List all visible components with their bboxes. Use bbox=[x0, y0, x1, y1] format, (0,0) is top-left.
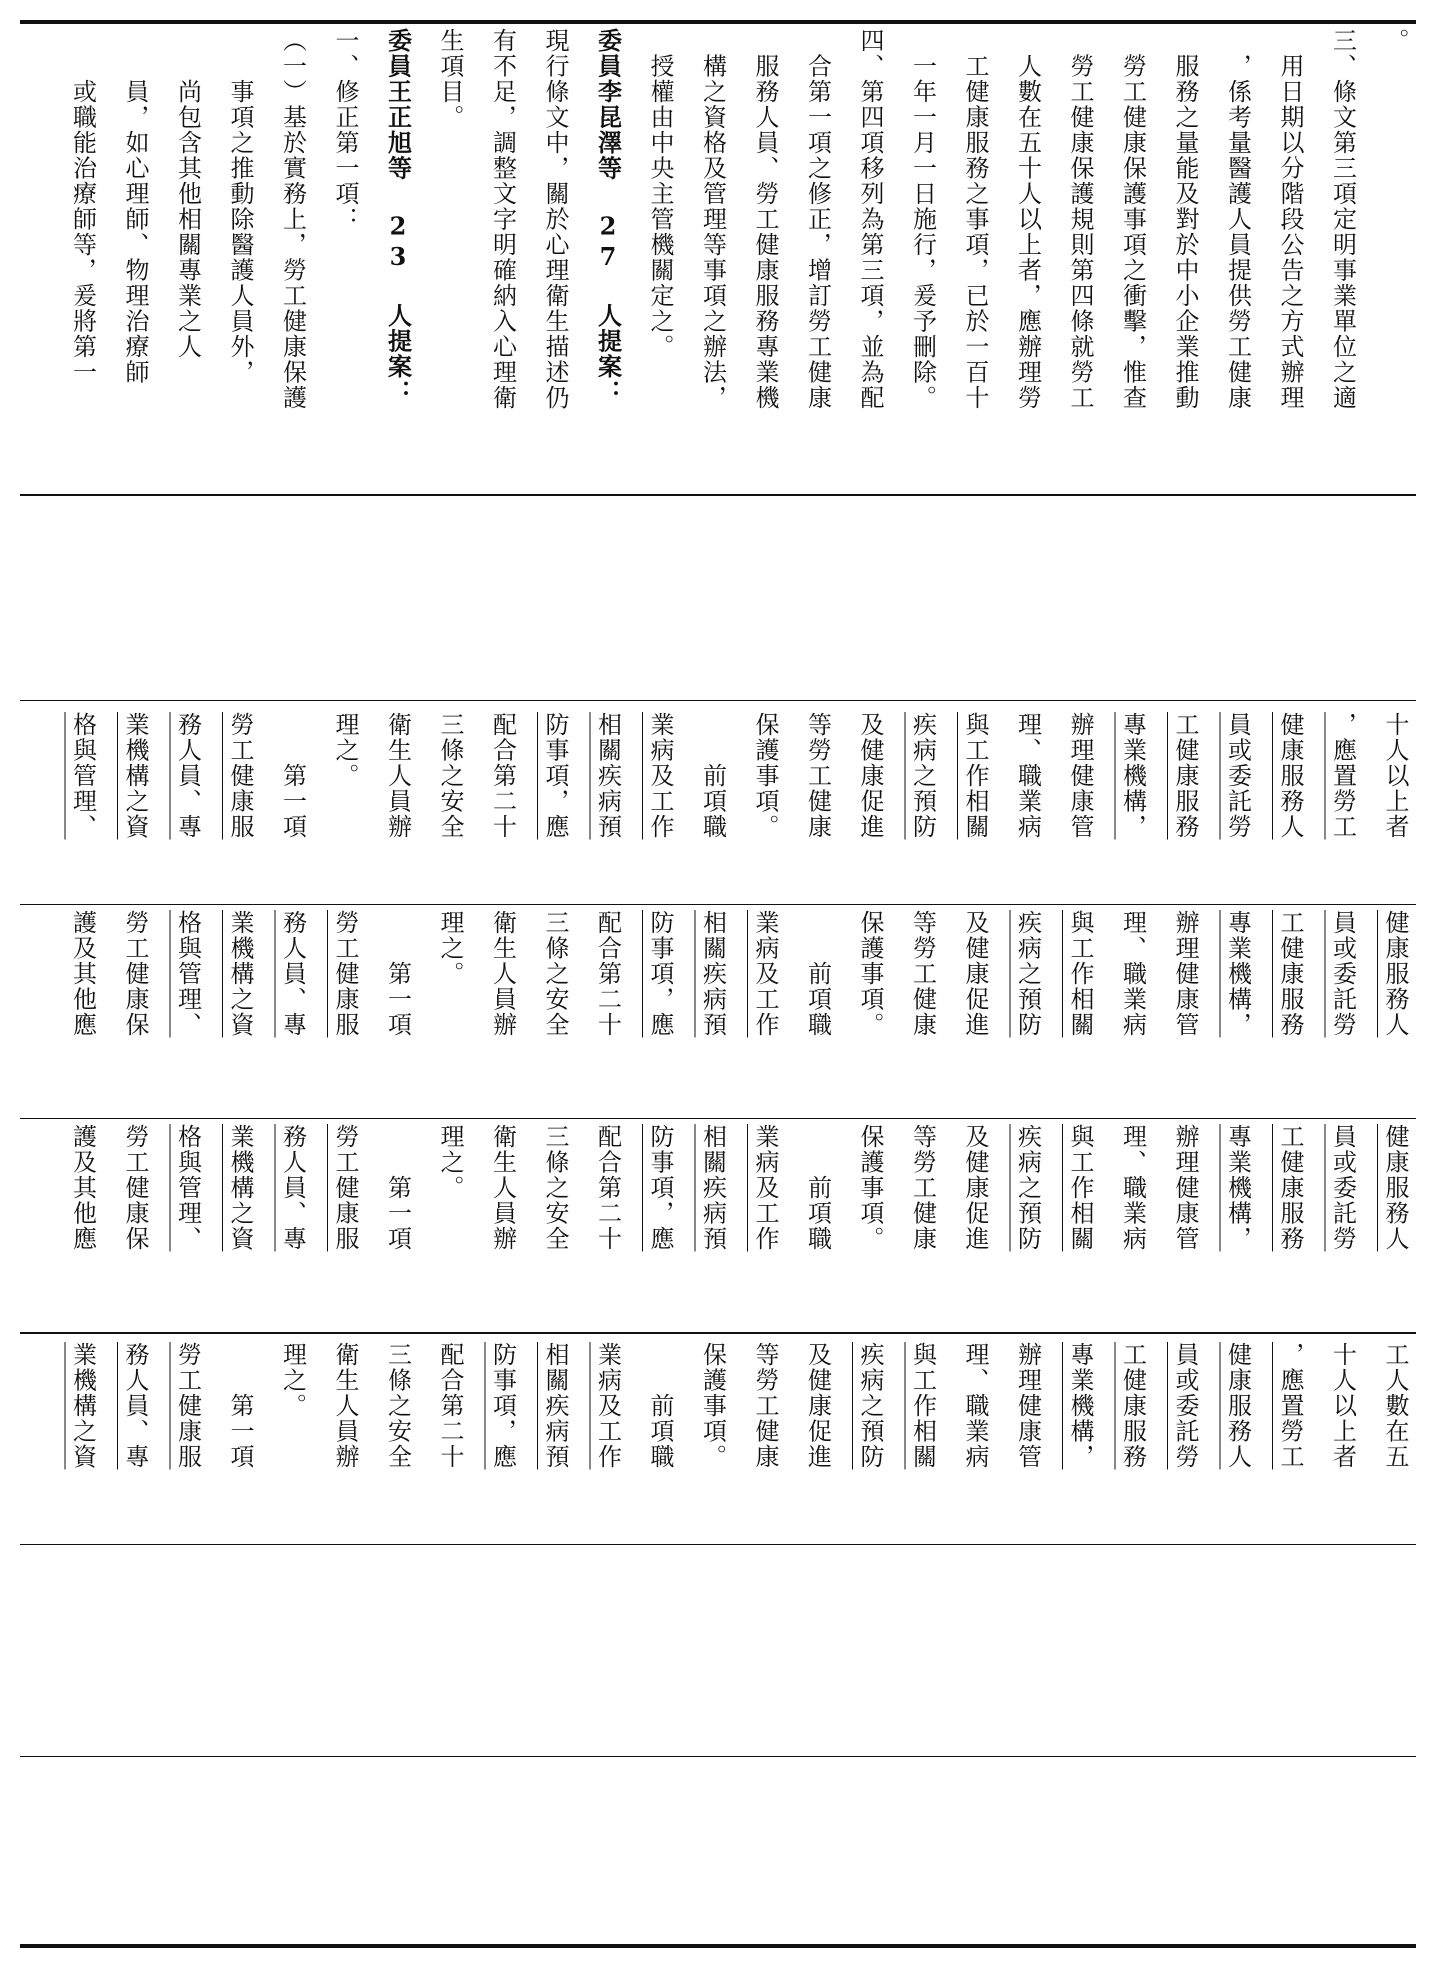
text-column: 疾病之預防 bbox=[1013, 1124, 1042, 1252]
text-column: 格與管理、 bbox=[68, 712, 97, 840]
text-column: 專業機構， bbox=[1066, 1342, 1094, 1470]
text-column: 前項職 bbox=[646, 1342, 674, 1470]
text-column: 健康服務人 bbox=[1381, 910, 1409, 1038]
text-column: 及健康促進 bbox=[803, 1342, 832, 1470]
text-column: 疾病之預防 bbox=[856, 1342, 884, 1470]
text-column: 服務人員、勞工健康服務專業機 bbox=[751, 28, 779, 411]
text-column: 與工作相關 bbox=[908, 1342, 937, 1470]
text-column: 理之。 bbox=[436, 1124, 464, 1201]
text-column: 理、職業病 bbox=[1118, 1124, 1147, 1252]
text-column: 勞工健康保 bbox=[121, 1124, 149, 1252]
article-text-block bbox=[20, 910, 1416, 1106]
text-column: 第一項 bbox=[226, 1342, 254, 1470]
divider-line bbox=[20, 700, 1416, 701]
text-column: 員或委託勞 bbox=[1223, 712, 1252, 840]
text-column: 業機構之資 bbox=[121, 712, 149, 840]
text-column: 前項職 bbox=[803, 1124, 832, 1252]
text-column: 健康服務人 bbox=[1223, 1342, 1252, 1470]
divider-line bbox=[20, 904, 1416, 905]
text-column: 員或委託勞 bbox=[1171, 1342, 1199, 1470]
explanation-text-block bbox=[20, 28, 1416, 492]
text-column: 第一項 bbox=[278, 712, 307, 840]
text-column: ，應置勞工 bbox=[1328, 712, 1357, 840]
text-column: 十人以上者 bbox=[1328, 1342, 1357, 1470]
text-column: 業病及工作 bbox=[751, 910, 779, 1038]
text-column: 三條之安全 bbox=[541, 1124, 569, 1252]
text-column: 與工作相關 bbox=[1066, 1124, 1094, 1252]
divider-line bbox=[20, 1756, 1416, 1757]
text-column: 相關疾病預 bbox=[698, 1124, 727, 1252]
divider-line bbox=[20, 494, 1416, 496]
text-column: 健康服務人 bbox=[1276, 712, 1304, 840]
text-column: 格與管理、 bbox=[173, 910, 202, 1038]
article-text-block bbox=[20, 1342, 1416, 1538]
divider-line bbox=[20, 1544, 1416, 1545]
text-column: 及健康促進 bbox=[961, 1124, 989, 1252]
text-column: 理之。 bbox=[331, 712, 359, 789]
text-column: 等勞工健康 bbox=[803, 712, 832, 840]
text-column: 理之。 bbox=[436, 910, 464, 987]
text-column: 理、職業病 bbox=[1118, 910, 1147, 1038]
text-column: 勞工健康服 bbox=[331, 1124, 359, 1252]
text-column: 十人以上者 bbox=[1381, 712, 1409, 840]
text-column: 用日期以分階段公告之方式辦理 bbox=[1276, 28, 1304, 411]
text-column: 業機構之資 bbox=[226, 1124, 254, 1252]
text-column: 疾病之預防 bbox=[1013, 910, 1042, 1038]
text-column: 一年一月一日施行，爰予刪除。 bbox=[908, 28, 937, 411]
text-column: 業機構之資 bbox=[68, 1342, 97, 1470]
text-column: 及健康促進 bbox=[856, 712, 884, 840]
text-column: 四、第四項移列為第三項，並為配 bbox=[856, 28, 884, 411]
text-column: 護及其他應 bbox=[68, 1124, 97, 1252]
text-column: 疾病之預防 bbox=[908, 712, 937, 840]
text-column: 人數在五十人以上者，應辦理勞 bbox=[1013, 28, 1042, 411]
text-column: 務人員、專 bbox=[278, 910, 307, 1038]
text-column: （一）基於實務上，勞工健康保護 bbox=[278, 28, 307, 411]
text-column: 勞工健康服 bbox=[226, 712, 254, 840]
text-column: 勞工健康保 bbox=[121, 910, 149, 1038]
text-column: 保護事項。 bbox=[751, 712, 779, 840]
text-column: 與工作相關 bbox=[961, 712, 989, 840]
text-column: 工健康服務 bbox=[1171, 712, 1199, 840]
text-column: 尚包含其他相關專業之人 bbox=[173, 28, 202, 360]
text-column: 防事項，應 bbox=[488, 1342, 517, 1470]
text-column: 護及其他應 bbox=[68, 910, 97, 1038]
text-column: 配合第二十 bbox=[593, 1124, 622, 1252]
text-column: 等勞工健康 bbox=[908, 910, 937, 1038]
text-column: 第一項 bbox=[383, 1124, 412, 1252]
text-column: 前項職 bbox=[698, 712, 727, 840]
text-column: 勞工健康保護規則第四條就勞工 bbox=[1066, 28, 1094, 411]
divider-line bbox=[20, 1332, 1416, 1334]
text-column: 業機構之資 bbox=[226, 910, 254, 1038]
text-column: 第一項 bbox=[383, 910, 412, 1038]
text-column: ，係考量醫護人員提供勞工健康 bbox=[1223, 28, 1252, 411]
text-column: 理、職業病 bbox=[1013, 712, 1042, 840]
text-column: 衛生人員辦 bbox=[488, 910, 517, 1038]
text-column: 防事項，應 bbox=[646, 1124, 674, 1252]
text-column: 工健康服務 bbox=[1276, 910, 1304, 1038]
text-column: 防事項，應 bbox=[541, 712, 569, 840]
text-column: 三、條文第三項定明事業單位之適 bbox=[1328, 28, 1357, 411]
text-column: 務人員、專 bbox=[173, 712, 202, 840]
text-column: 衛生人員辦 bbox=[383, 712, 412, 840]
text-column: 服務之量能及對於中小企業推動 bbox=[1171, 28, 1199, 411]
text-column: 健康服務人 bbox=[1381, 1124, 1409, 1252]
text-column: 專業機構， bbox=[1118, 712, 1147, 840]
text-column: 事項之推動除醫護人員外， bbox=[226, 28, 254, 385]
divider-line bbox=[20, 1118, 1416, 1119]
text-column: 衛生人員辦 bbox=[331, 1342, 359, 1470]
text-column: 配合第二十 bbox=[593, 910, 622, 1038]
text-column: 前項職 bbox=[803, 910, 832, 1038]
text-column: 與工作相關 bbox=[1066, 910, 1094, 1038]
text-column: 務人員、專 bbox=[121, 1342, 149, 1470]
text-column: 有不足，調整文字明確納入心理衛 bbox=[488, 28, 517, 411]
text-column: 相關疾病預 bbox=[698, 910, 727, 1038]
text-column: 配合第二十 bbox=[436, 1342, 464, 1470]
text-column: 委員王正旭等 23 人提案： bbox=[383, 28, 413, 405]
text-column: 或職能治療師等，爰將第一 bbox=[68, 28, 97, 385]
text-column: 一、修正第一項： bbox=[331, 28, 359, 232]
text-column: 員或委託勞 bbox=[1328, 910, 1357, 1038]
text-column: 保護事項。 bbox=[856, 1124, 884, 1252]
text-column: 現行條文中，關於心理衛生描述仍 bbox=[541, 28, 569, 411]
text-column: 委員李昆澤等 27 人提案： bbox=[593, 28, 623, 405]
article-text-block bbox=[20, 1124, 1416, 1320]
text-column: 辦理健康管 bbox=[1066, 712, 1094, 840]
text-column: 業病及工作 bbox=[646, 712, 674, 840]
text-column: 等勞工健康 bbox=[908, 1124, 937, 1252]
text-column: 三條之安全 bbox=[541, 910, 569, 1038]
text-column: 三條之安全 bbox=[436, 712, 464, 840]
text-column: ，應置勞工 bbox=[1276, 1342, 1304, 1470]
text-column: 相關疾病預 bbox=[541, 1342, 569, 1470]
text-column: 勞工健康保護事項之衝擊，惟查 bbox=[1118, 28, 1147, 411]
text-column: 業病及工作 bbox=[751, 1124, 779, 1252]
text-column: 生項目。 bbox=[436, 28, 464, 130]
text-column: 勞工健康服 bbox=[173, 1342, 202, 1470]
text-column: 配合第二十 bbox=[488, 712, 517, 840]
text-column: 辦理健康管 bbox=[1171, 910, 1199, 1038]
text-column: 辦理健康管 bbox=[1013, 1342, 1042, 1470]
text-column: 格與管理、 bbox=[173, 1124, 202, 1252]
text-column: 相關疾病預 bbox=[593, 712, 622, 840]
text-column: 勞工健康服 bbox=[331, 910, 359, 1038]
text-column: 防事項，應 bbox=[646, 910, 674, 1038]
article-text-block bbox=[20, 712, 1416, 888]
text-column: 工健康服務 bbox=[1118, 1342, 1147, 1470]
text-column: 。 bbox=[1381, 28, 1409, 54]
text-column: 工健康服務 bbox=[1276, 1124, 1304, 1252]
text-column: 合第一項之修正，增訂勞工健康 bbox=[803, 28, 832, 411]
text-column: 構之資格及管理等事項之辦法， bbox=[698, 28, 727, 411]
top-border bbox=[20, 20, 1416, 24]
bottom-border bbox=[20, 1944, 1416, 1948]
text-column: 員，如心理師、物理治療師 bbox=[121, 28, 149, 385]
text-column: 理之。 bbox=[278, 1342, 307, 1419]
text-column: 專業機構， bbox=[1223, 1124, 1252, 1252]
text-column: 務人員、專 bbox=[278, 1124, 307, 1252]
text-column: 理、職業病 bbox=[961, 1342, 989, 1470]
text-column: 授權由中央主管機關定之。 bbox=[646, 28, 674, 360]
text-column: 三條之安全 bbox=[383, 1342, 412, 1470]
text-column: 及健康促進 bbox=[961, 910, 989, 1038]
text-column: 辦理健康管 bbox=[1171, 1124, 1199, 1252]
text-column: 工健康服務之事項，已於一百十 bbox=[961, 28, 989, 411]
text-column: 業病及工作 bbox=[593, 1342, 622, 1470]
text-column: 工人數在五 bbox=[1381, 1342, 1409, 1470]
text-column: 衛生人員辦 bbox=[488, 1124, 517, 1252]
text-column: 員或委託勞 bbox=[1328, 1124, 1357, 1252]
text-column: 等勞工健康 bbox=[751, 1342, 779, 1470]
text-column: 保護事項。 bbox=[698, 1342, 727, 1470]
text-column: 專業機構， bbox=[1223, 910, 1252, 1038]
text-column: 保護事項。 bbox=[856, 910, 884, 1038]
